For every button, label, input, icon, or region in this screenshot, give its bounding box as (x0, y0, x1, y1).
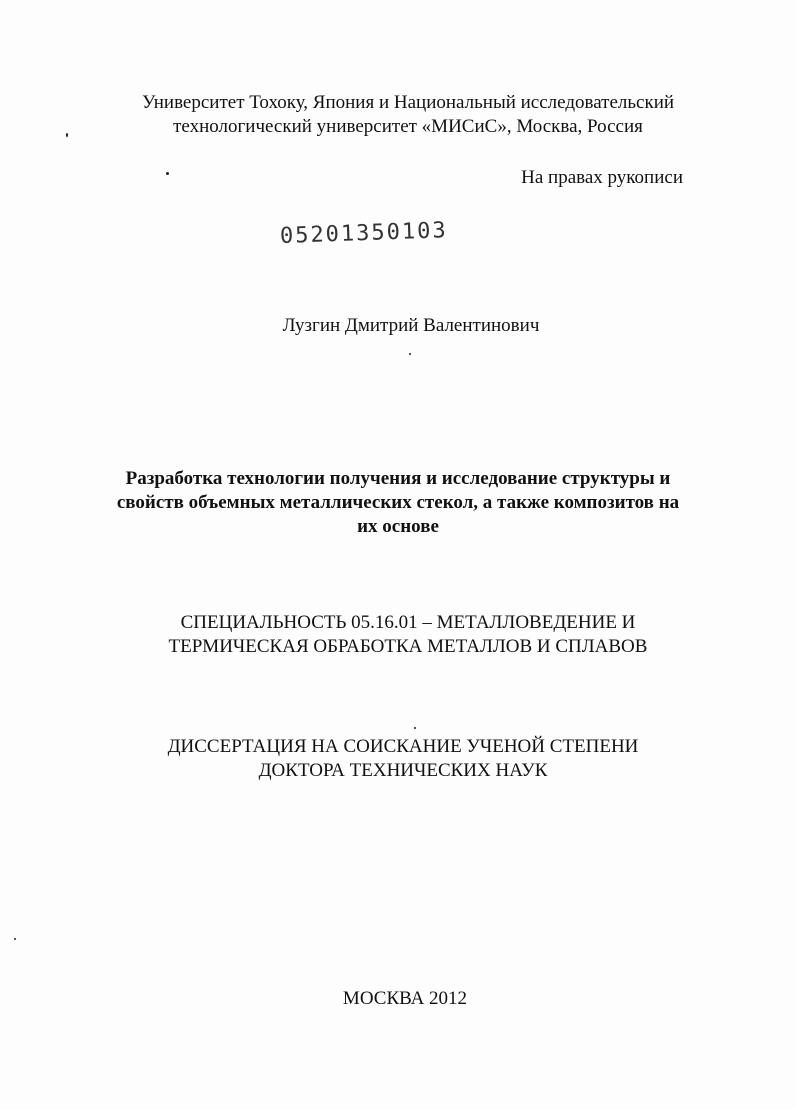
specialty-block (10, 611, 796, 659)
scan-speck (414, 727, 416, 729)
scan-speck (66, 133, 68, 137)
catalog-stamp: 0520135010З (279, 218, 449, 249)
organization-line-2: технологический университет «МИСиС», Москва, Россия (173, 116, 643, 137)
city-year: МОСКВА 2012 (342, 988, 468, 1009)
specialty-line-1: СПЕЦИАЛЬНОСТЬ 05.16.01 – МЕТАЛЛОВЕДЕНИЕ И (180, 612, 636, 633)
manuscript-note: На правах рукописи (521, 167, 683, 188)
scan-speck (14, 938, 16, 940)
author-name: Лузгин Дмитрий Валентинович (282, 315, 540, 336)
thesis-title-line-1: Разработка технологии получения и исследование структуры и (125, 468, 671, 489)
thesis-title (13, 467, 783, 539)
thesis-title-line-3: их основе (357, 516, 439, 537)
scan-speck (409, 353, 411, 355)
degree-line-1: ДИССЕРТАЦИЯ НА СОИСКАНИЕ УЧЕНОЙ СТЕПЕНИ (167, 736, 639, 757)
thesis-title-line-2: свойств объемных металлических стекол, а также композитов на (116, 492, 680, 513)
organization-header (10, 91, 796, 139)
degree-block (5, 735, 796, 783)
specialty-line-2: ТЕРМИЧЕСКАЯ ОБРАБОТКА МЕТАЛЛОВ И СПЛАВОВ (168, 636, 648, 657)
degree-line-2: ДОКТОРА ТЕХНИЧЕСКИХ НАУК (258, 760, 548, 781)
scan-speck (166, 172, 169, 175)
organization-line-1: Университет Тохоку, Япония и Национальный исследовательский (141, 92, 675, 113)
